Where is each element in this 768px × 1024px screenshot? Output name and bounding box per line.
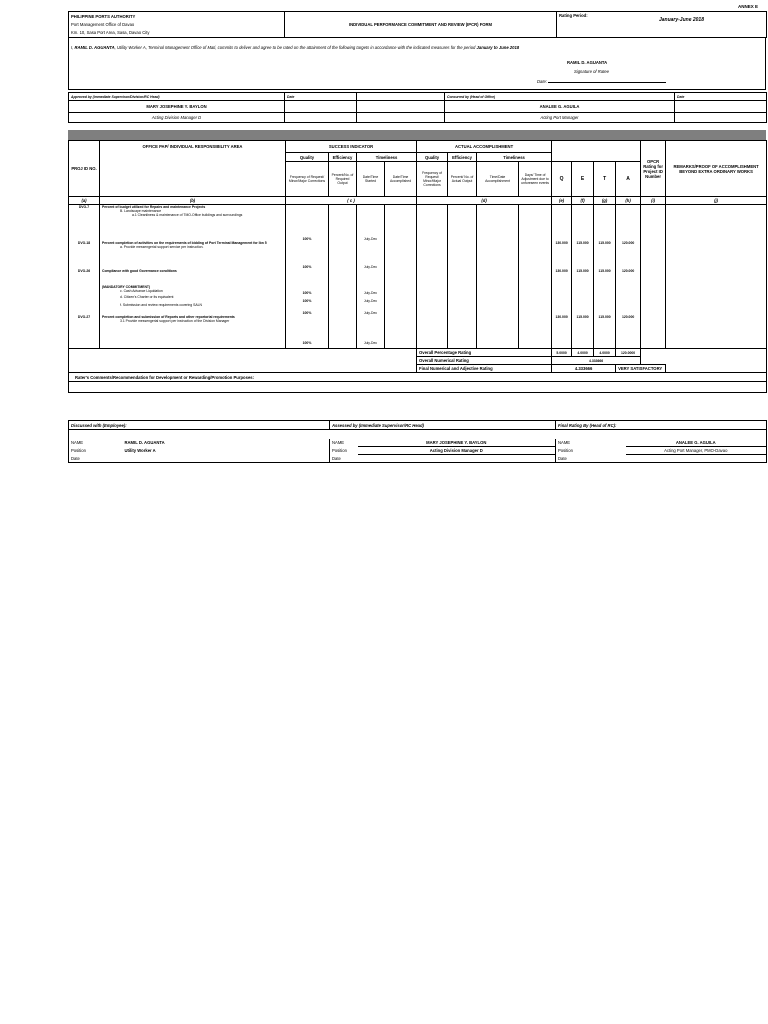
row-si-efficiency bbox=[329, 315, 357, 345]
row-remarks bbox=[666, 303, 767, 315]
row-aa-time bbox=[477, 295, 519, 303]
row-aa-efficiency bbox=[448, 269, 477, 285]
hdr-si-e-sub: Percent/No. of Required Output bbox=[329, 162, 357, 197]
row-pap bbox=[100, 285, 286, 295]
col-c: ( c ) bbox=[286, 197, 417, 205]
row-aa-adjust bbox=[519, 315, 552, 345]
row-rating-a bbox=[616, 285, 641, 295]
final-value: 4.333666 bbox=[552, 365, 616, 373]
concur-name: ANALEE G. AGUILA bbox=[445, 101, 675, 113]
row-rating-a bbox=[616, 303, 641, 315]
hdr-aa-quality: Quality bbox=[417, 153, 448, 162]
row-proj-id bbox=[69, 285, 100, 295]
row-aa-adjust bbox=[519, 269, 552, 285]
hdr-si-efficiency: Efficiency bbox=[329, 153, 357, 162]
row-rating-t: 115.000 bbox=[594, 315, 616, 345]
row-rating-t: 115.000 bbox=[594, 269, 616, 285]
annex-label: ANNEX E bbox=[737, 4, 758, 9]
col-f: (f) bbox=[572, 197, 594, 205]
row-pap bbox=[100, 241, 286, 269]
row-title: Percent of budget utilized for Repairs and maintenance Projects bbox=[102, 205, 206, 209]
row-aa-time bbox=[477, 285, 519, 295]
hdr-aa-e-sub: Percent/ No. of Actual Output bbox=[448, 162, 477, 197]
row-sub1: 3.1 Provide messengerial support per instruction of the Division Manager bbox=[120, 318, 230, 323]
head-name: ANALEE G. AGUILA bbox=[626, 439, 767, 447]
ipcr-row bbox=[69, 269, 767, 285]
hdr-a: A bbox=[616, 162, 641, 197]
commitment-period: January to June 2018 bbox=[476, 45, 520, 50]
row-aa-adjust bbox=[519, 241, 552, 269]
row-si-time-done bbox=[385, 269, 417, 285]
row-remarks bbox=[666, 269, 767, 285]
row-title: Compliance with good Governance conditions bbox=[102, 268, 177, 273]
commitment-name: RAMIL D. AGUANTA bbox=[74, 45, 115, 50]
ipcr-rows bbox=[69, 205, 767, 349]
row-aa-time bbox=[477, 269, 519, 285]
row-si-time-done bbox=[385, 241, 417, 269]
final-rating-label: Final Rating By (Head of RC): bbox=[556, 421, 767, 430]
row-si-time-started bbox=[357, 269, 385, 285]
row-pap bbox=[100, 303, 286, 315]
row-rating-q: 130.000 bbox=[552, 269, 572, 285]
row-aa-quality bbox=[417, 285, 448, 295]
office-address: Km. 10, Sasa Port Area, Sasa, Davao City bbox=[71, 30, 150, 35]
row-pap bbox=[100, 205, 286, 241]
ipcr-row bbox=[69, 205, 767, 241]
row-rating-e bbox=[572, 205, 594, 241]
head-position: Acting Port Manager, PMO-Davao bbox=[626, 447, 767, 455]
row-si-time-done bbox=[385, 303, 417, 315]
row-si-time-done bbox=[385, 295, 417, 303]
date-line bbox=[548, 78, 666, 83]
row-rating-t bbox=[594, 303, 616, 315]
row-rating-a: 120.000 bbox=[616, 241, 641, 269]
row-aa-quality bbox=[417, 241, 448, 269]
sup-date-label: Date bbox=[330, 455, 358, 463]
ipcr-row bbox=[69, 285, 767, 295]
row-aa-efficiency bbox=[448, 303, 477, 315]
comments-label: Rater's Comments/Recommendation for Development or Rewarding/Promotion Purposes: bbox=[69, 373, 767, 382]
row-si-time-done bbox=[385, 315, 417, 345]
org-name: PHILIPPINE PORTS AUTHORITY bbox=[71, 14, 136, 19]
rating-period-value: January-June 2018 bbox=[658, 17, 704, 23]
row-rating-e bbox=[572, 303, 594, 315]
overall-pct-label: Overall Percentage Rating bbox=[417, 349, 552, 357]
row-aa-quality bbox=[417, 303, 448, 315]
rating-period-label: Rating Period: bbox=[559, 13, 588, 18]
concur-title: Acting Port Manager bbox=[445, 113, 675, 123]
date-label: Date: bbox=[537, 79, 548, 84]
row-aa-quality bbox=[417, 295, 448, 303]
row-si-quality: 100% bbox=[286, 241, 329, 269]
col-e: (e) bbox=[552, 197, 572, 205]
date-row bbox=[537, 78, 666, 84]
hdr-actual-accomplishment: ACTUAL ACCOMPLISHMENT bbox=[417, 141, 552, 153]
row-rating-q bbox=[552, 295, 572, 303]
row-aa-adjust bbox=[519, 303, 552, 315]
sup-name-label: NAME bbox=[330, 439, 358, 447]
row-si-efficiency bbox=[329, 269, 357, 285]
row-title: (MANDATORY COMMITMENT) bbox=[102, 284, 151, 289]
row-opcr bbox=[641, 315, 666, 345]
row-proj-id: DVO-26 bbox=[69, 269, 100, 285]
row-opcr bbox=[641, 295, 666, 303]
concurred-date-label: Date bbox=[675, 93, 767, 101]
row-rating-e: 115.000 bbox=[572, 269, 594, 285]
row-si-efficiency bbox=[329, 205, 357, 241]
row-title: Percent completion of activities on the requirements of bidding of Port Terminal Management for Ibn 5 bbox=[102, 240, 267, 245]
row-si-quality: 100% bbox=[286, 315, 329, 345]
emp-name: RAMIL D. AGUANTA bbox=[124, 440, 165, 445]
head-position-label: Position bbox=[556, 447, 626, 455]
hdr-si-quality: Quality bbox=[286, 153, 329, 162]
overall-num-value: 4.333666 bbox=[552, 357, 641, 365]
row-rating-t bbox=[594, 295, 616, 303]
row-rating-a: 120.000 bbox=[616, 315, 641, 345]
ipcr-row bbox=[69, 303, 767, 315]
hdr-success-indicator: SUCCESS INDICATOR bbox=[286, 141, 417, 153]
hdr-e: E bbox=[572, 162, 594, 197]
adjective-rating: VERY SATISFACTORY bbox=[616, 365, 666, 373]
hdr-aa-q-sub: Frequency of Request/ Minor/Major Corrections bbox=[417, 162, 448, 197]
row-proj-id: DVO-7 bbox=[69, 205, 100, 241]
row-si-time-done bbox=[385, 205, 417, 241]
row-si-quality: 100% bbox=[286, 303, 329, 315]
row-rating-q: 130.000 bbox=[552, 315, 572, 345]
emp-position-label: Position bbox=[69, 447, 113, 455]
row-pap bbox=[100, 269, 286, 285]
col-a: (a) bbox=[69, 197, 100, 205]
hdr-si-timeliness: Timeliness bbox=[357, 153, 417, 162]
row-si-time-started: July-Dec bbox=[357, 303, 385, 315]
row-sub1: c. Cash Advance Liquidation bbox=[120, 288, 163, 293]
approved-label: Approved by (Immediate Supervisor/Division/RC Head) bbox=[69, 93, 285, 101]
row-aa-adjust bbox=[519, 205, 552, 241]
hdr-si-q-sub: Frequency of Request/ Minor/Major Corrections bbox=[286, 162, 329, 197]
row-si-time-done bbox=[385, 285, 417, 295]
commitment-post: , Utility Worker A, Terminal Management Office of Mati, commits to deliver and agree to be rated on the attainment of the following targets in accordance with the indicated measures for the period bbox=[114, 45, 477, 50]
row-si-quality bbox=[286, 269, 329, 285]
row-aa-quality bbox=[417, 269, 448, 285]
row-si-time-started: July-Dec bbox=[357, 295, 385, 303]
row-aa-time bbox=[477, 241, 519, 269]
row-si-efficiency bbox=[329, 241, 357, 269]
row-proj-id bbox=[69, 295, 100, 303]
row-rating-q: 130.000 bbox=[552, 241, 572, 269]
row-rating-q bbox=[552, 303, 572, 315]
row-opcr bbox=[641, 303, 666, 315]
row-sub1: a. Provide messengerial support service per instruction. bbox=[120, 244, 204, 249]
row-opcr bbox=[641, 285, 666, 295]
row-rating-a bbox=[616, 295, 641, 303]
row-sub2: a.1 Cleanliness & maintenance of TMO-Office buildings and surroundings bbox=[132, 213, 243, 217]
row-rating-t bbox=[594, 205, 616, 241]
row-sub1: f. Submission and review requirements covering SALN bbox=[120, 302, 202, 307]
row-si-time-started: July-Dec bbox=[357, 205, 385, 241]
row-proj-id: DVO-18 bbox=[69, 241, 100, 269]
row-rating-a: 120.000 bbox=[616, 269, 641, 285]
row-aa-quality bbox=[417, 205, 448, 241]
office-name: Port Management Office of Davao bbox=[71, 22, 135, 27]
form-title: INDIVIDUAL PERFORMANCE COMMITMENT AND REVIEW (IPCR) FORM bbox=[285, 12, 557, 38]
row-si-time-started: July-Dec bbox=[357, 285, 385, 295]
hdr-opcr: OPCR Rating for Project ID Number bbox=[641, 141, 666, 197]
row-sub1: B. Landscape maintenance bbox=[120, 209, 162, 213]
row-rating-e: 115.000 bbox=[572, 241, 594, 269]
approved-date-label: Date bbox=[285, 93, 357, 101]
row-sub1: d. Citizen's Charter or its equivalent bbox=[120, 294, 174, 299]
row-title: Percent completion and submission of Reports and other reportorial requirements bbox=[102, 314, 235, 319]
signoff-table bbox=[68, 420, 767, 463]
row-opcr bbox=[641, 241, 666, 269]
col-i: (i) bbox=[641, 197, 666, 205]
row-rating-t bbox=[594, 285, 616, 295]
row-si-time-started: July-Dec bbox=[357, 315, 385, 345]
row-aa-time bbox=[477, 303, 519, 315]
row-opcr bbox=[641, 205, 666, 241]
final-label: Final Numerical and Adjective Rating bbox=[417, 365, 552, 373]
row-opcr bbox=[641, 269, 666, 285]
row-aa-adjust bbox=[519, 295, 552, 303]
row-pap bbox=[100, 315, 286, 345]
col-d: (d) bbox=[417, 197, 552, 205]
hdr-si-t2-sub: Date/Time Accomplished bbox=[385, 162, 417, 197]
hdr-aa-timeliness: Timeliness bbox=[477, 153, 552, 162]
sup-name: MARY JOSEPHINE Y. BAYLON bbox=[426, 439, 487, 445]
row-aa-time bbox=[477, 315, 519, 345]
col-g: (g) bbox=[594, 197, 616, 205]
row-aa-efficiency bbox=[448, 315, 477, 345]
commitment-pre: I, bbox=[71, 45, 75, 50]
commitment-block bbox=[68, 37, 766, 90]
row-si-efficiency bbox=[329, 303, 357, 315]
row-si-time-started: July-Dec bbox=[357, 241, 385, 269]
row-aa-efficiency bbox=[448, 241, 477, 269]
hdr-remarks: REMARKS/PROOF OF ACCOMPLISHMENT BEYOND EXTRA ORDINARY WORKS bbox=[666, 141, 767, 197]
pct-t: 4.0000 bbox=[594, 349, 616, 357]
row-remarks bbox=[666, 241, 767, 269]
row-rating-t: 115.000 bbox=[594, 241, 616, 269]
row-si-quality: 100% bbox=[286, 295, 329, 303]
head-date-label: Date bbox=[556, 455, 626, 463]
gray-divider bbox=[68, 130, 766, 140]
emp-date-label: Date bbox=[69, 455, 113, 463]
pct-q: 5.0000 bbox=[552, 349, 572, 357]
approver-title: Acting Division Manager D bbox=[69, 113, 285, 123]
row-si-efficiency bbox=[329, 285, 357, 295]
col-h: (h) bbox=[616, 197, 641, 205]
row-si-quality: 100% bbox=[286, 205, 329, 241]
ipcr-row bbox=[69, 315, 767, 345]
hdr-aa-efficiency: Efficiency bbox=[448, 153, 477, 162]
pct-a: 120.0000 bbox=[616, 349, 641, 357]
ratee-caption: Signature of Ratee bbox=[574, 69, 609, 74]
row-si-efficiency bbox=[329, 295, 357, 303]
ipcr-table bbox=[68, 140, 767, 393]
row-proj-id bbox=[69, 303, 100, 315]
row-aa-efficiency bbox=[448, 205, 477, 241]
row-pap bbox=[100, 295, 286, 303]
org-block bbox=[69, 12, 285, 38]
col-j: (j) bbox=[666, 197, 767, 205]
hdr-aa-t2-sub: Days/ Time of Adjustment due to unforeseen events bbox=[519, 162, 552, 197]
hdr-aa-t1-sub: Time/Date Accomplishment bbox=[477, 162, 519, 197]
row-si-quality: 100% bbox=[286, 285, 329, 295]
ipcr-row bbox=[69, 295, 767, 303]
row-remarks bbox=[666, 285, 767, 295]
row-proj-id: DVO-27 bbox=[69, 315, 100, 345]
emp-name-label: NAME bbox=[69, 439, 113, 447]
row-aa-time bbox=[477, 205, 519, 241]
commitment-text bbox=[69, 38, 765, 51]
form-header bbox=[68, 11, 767, 38]
row-rating-a bbox=[616, 205, 641, 241]
sup-position: Acting Division Manager D bbox=[358, 447, 556, 455]
row-aa-adjust bbox=[519, 285, 552, 295]
row-rating-e bbox=[572, 285, 594, 295]
row-remarks bbox=[666, 315, 767, 345]
hdr-q: Q bbox=[552, 162, 572, 197]
pct-e: 4.0000 bbox=[572, 349, 594, 357]
ratee-name: RAMIL D. AGUANTA bbox=[567, 60, 608, 65]
discussed-label: Discussed with (Employee): bbox=[69, 421, 330, 430]
hdr-proj-id: PROJ ID NO. bbox=[69, 141, 100, 197]
approval-table bbox=[68, 92, 767, 123]
row-rating-q bbox=[552, 285, 572, 295]
sup-position-label: Position bbox=[330, 447, 358, 455]
approver-name: MARY JOSEPHINE Y. BAYLON bbox=[69, 101, 285, 113]
row-rating-q bbox=[552, 205, 572, 241]
assessed-label: Assessed by (Immediate Supervisor/RC Head) bbox=[330, 421, 556, 430]
concurred-label: Concurred by (Head of Office) bbox=[445, 93, 675, 101]
row-rating-e bbox=[572, 295, 594, 303]
hdr-si-t1-sub: Date/Time Started bbox=[357, 162, 385, 197]
row-remarks bbox=[666, 205, 767, 241]
hdr-office-pap: OFFICE PAP/ INDIVIDUAL RESPONSIBILITY AREA bbox=[100, 141, 286, 197]
head-name-label: NAME bbox=[556, 439, 626, 447]
row-remarks bbox=[666, 295, 767, 303]
row-aa-efficiency bbox=[448, 285, 477, 295]
row-rating-e: 115.000 bbox=[572, 315, 594, 345]
ipcr-row bbox=[69, 241, 767, 269]
col-b: (b) bbox=[100, 197, 286, 205]
overall-num-label: Overall Numerical Rating bbox=[417, 357, 552, 365]
row-aa-quality bbox=[417, 315, 448, 345]
row-aa-efficiency bbox=[448, 295, 477, 303]
emp-position: Utility Worker A bbox=[124, 448, 156, 453]
hdr-t: T bbox=[594, 162, 616, 197]
rating-period-block bbox=[557, 12, 767, 38]
